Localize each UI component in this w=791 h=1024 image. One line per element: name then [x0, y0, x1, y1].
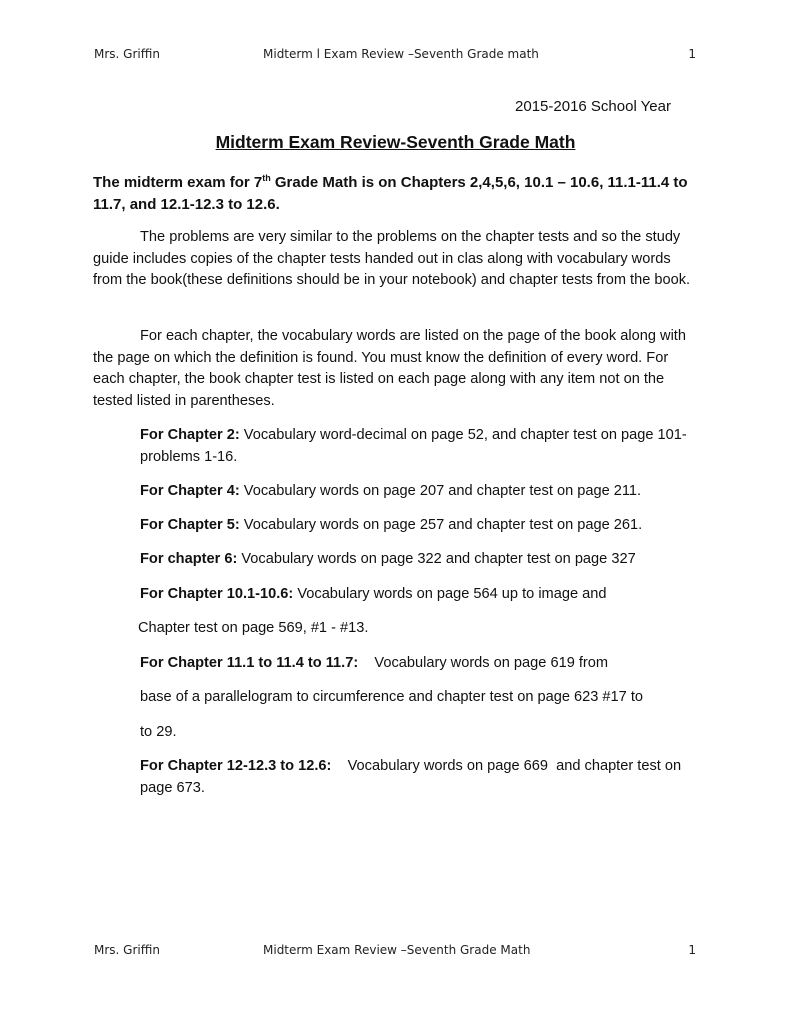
chapter-11-line2: base of a parallelogram to circumference and chapter test on page 623 #17 to	[140, 689, 643, 705]
chapter-12-text: Vocabulary words on page 669 and chapter test on page 673.	[140, 758, 686, 796]
chapter-11-text: Vocabulary words on page 619 from	[358, 655, 609, 671]
chapter-2-text: Vocabulary word-decimal on page 52, and chapter test on page 101-problems 1-16.	[140, 427, 687, 465]
chapter-2-label: For Chapter 2:	[140, 427, 240, 443]
chapter-4-label: For Chapter 4:	[140, 483, 240, 499]
chapter-11-line3: to 29.	[140, 724, 177, 740]
chapter-2-item	[140, 425, 700, 468]
chapter-10-label: For Chapter 10.1-10.6:	[140, 586, 294, 602]
school-year: 2015-2016 School Year	[515, 98, 671, 115]
intro-superscript: th	[262, 173, 271, 183]
footer-doc-title: Midterm Exam Review –Seventh Grade Math	[263, 943, 531, 957]
chapter-5-text: Vocabulary words on page 257 and chapter test on page 261.	[239, 517, 643, 533]
chapter-11-label: For Chapter 11.1 to 11.4 to 11.7:	[140, 655, 359, 671]
header-doc-title: Midterm l Exam Review –Seventh Grade math	[263, 47, 539, 61]
intro-statement	[93, 172, 693, 216]
intro-part2: Grade Math is on Chapters 2,4,5,6, 10.1 – 10.6, 11.1-11.4 to 11.7, and 12.1-12.3 to 12.6.	[93, 174, 688, 213]
chapter-6-label: For chapter 6:	[140, 551, 238, 567]
chapter-5-label: For Chapter 5:	[140, 517, 240, 533]
chapter-12-item	[140, 756, 700, 799]
paragraph-problems: The problems are very similar to the problems on the chapter tests and so the study guide includes copies of the chapter tests handed out in clas along with vocabulary words from the book(these definitions should be in your notebook) and chapter tests from the book.	[93, 229, 691, 288]
chapter-6-item	[140, 549, 700, 571]
chapter-10-item	[140, 584, 700, 606]
chapter-12-label: For Chapter 12-12.3 to 12.6:	[140, 758, 332, 774]
header-page-number: 1	[688, 47, 696, 61]
chapter-11-item	[140, 653, 700, 675]
paragraph-vocabulary: For each chapter, the vocabulary words are listed on the page of the book along with the page on which the definition is found. You must know the definition of every word. For each chapter, the book chapter test is listed on each page along with any item not on the tested listed in parentheses.	[93, 328, 686, 409]
footer-author: Mrs. Griffin	[94, 943, 160, 957]
intro-part1: The midterm exam for 7	[93, 174, 263, 191]
footer-page-number: 1	[688, 943, 696, 957]
page-header	[0, 47, 791, 63]
page-footer	[0, 943, 791, 959]
chapter-4-item	[140, 481, 700, 503]
chapter-10-line2: Chapter test on page 569, #1 - #13.	[138, 620, 369, 636]
chapter-6-text: Vocabulary words on page 322 and chapter test on page 327	[237, 551, 636, 567]
chapter-4-text: Vocabulary words on page 207 and chapter test on page 211.	[239, 483, 642, 499]
page-title: Midterm Exam Review-Seventh Grade Math	[215, 132, 576, 152]
header-author: Mrs. Griffin	[94, 47, 160, 61]
chapter-10-text: Vocabulary words on page 564 up to image and	[293, 586, 607, 602]
chapter-5-item	[140, 515, 700, 537]
